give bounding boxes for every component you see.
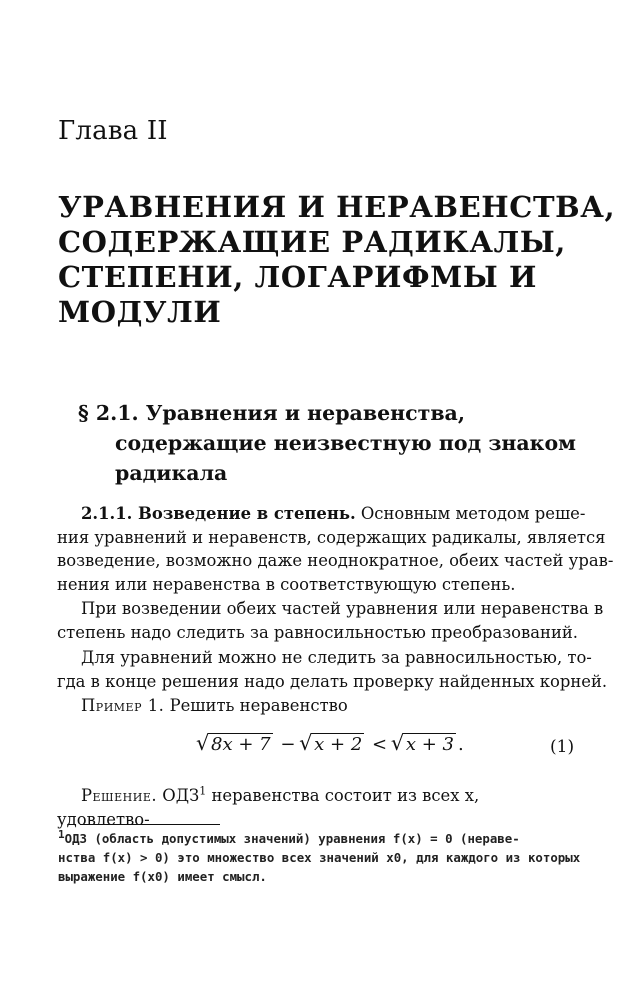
sqrt-term-3: √ x + 3 [393,734,456,755]
section-heading [78,398,578,488]
footnote-line: нства f(x) > 0) это множество всех значений x0, для каждого из которых [58,850,581,865]
solution-label: Решение. [81,786,158,805]
section-heading-line: радикала [115,461,228,485]
formula-end: . [458,734,464,755]
section-heading-line: § 2.1. Уравнения и неравенства, [78,401,465,425]
solution-text: неравенства состоит из всех x, удовлетво- [57,786,480,829]
footnote-line: выражение f(x0) имеет смысл. [58,869,267,884]
paragraph-line: ния уравнений и неравенств, содержащих радикалы, является [57,527,606,547]
paragraph-line: При возведении обеих частей уравнения или неравенства в [81,599,604,618]
paragraph-line: гда в конце решения надо делать проверку найденных корней. [57,671,608,691]
odz-term: ОДЗ [162,786,200,805]
section-heading-line: содержащие неизвестную под знаком [115,431,576,455]
chapter-title-line: СОДЕРЖАЩИЕ РАДИКАЛЫ, [58,225,567,259]
sqrt-term-2: √ x + 2 [301,734,364,755]
paragraph-text: Основным методом реше- [360,504,586,523]
footnote-text: ОДЗ (область допустимых значений) уравнения f(x) = 0 (нераве- [64,831,520,846]
footnote [58,827,581,886]
footnote-reference[interactable]: 1 [199,784,207,798]
subsection-heading: 2.1.1. Возведение в степень. [81,504,356,523]
chapter-title-line: МОДУЛИ [58,295,222,329]
formula-1 [198,734,464,755]
formula-number: (1) [550,737,575,757]
example-label: Пример 1. [81,696,165,715]
chapter-title-line: УРАВНЕНИЯ И НЕРАВЕНСТВА, [58,190,616,224]
footnote-divider [80,824,220,825]
example-text: Решить неравенство [169,696,348,715]
paragraph-line: нения или неравенства в соответствующую степень. [57,574,516,594]
paragraph-3 [57,646,608,693]
less-sign: < [372,734,388,755]
paragraph-line [57,502,586,526]
minus-sign: − [280,734,296,755]
example-line [57,694,573,718]
paragraph-line: возведение, возможно даже неоднократное, обеих частей урав- [57,551,614,571]
chapter-title [58,190,616,330]
paragraph-line: Для уравнений можно не следить за равносильностью, то- [81,648,592,667]
paragraph-2 [57,597,604,644]
paragraph-line: степень надо следить за равносильностью преобразований. [57,622,579,642]
paragraph-1 [57,502,614,596]
chapter-title-line: СТЕПЕНИ, ЛОГАРИФМЫ И [58,260,537,294]
sqrt-term-1: √ 8x + 7 [198,734,273,755]
footnote-line [58,829,572,848]
footnote-mark: 1 [58,827,65,841]
chapter-label: Глава II [58,116,168,146]
